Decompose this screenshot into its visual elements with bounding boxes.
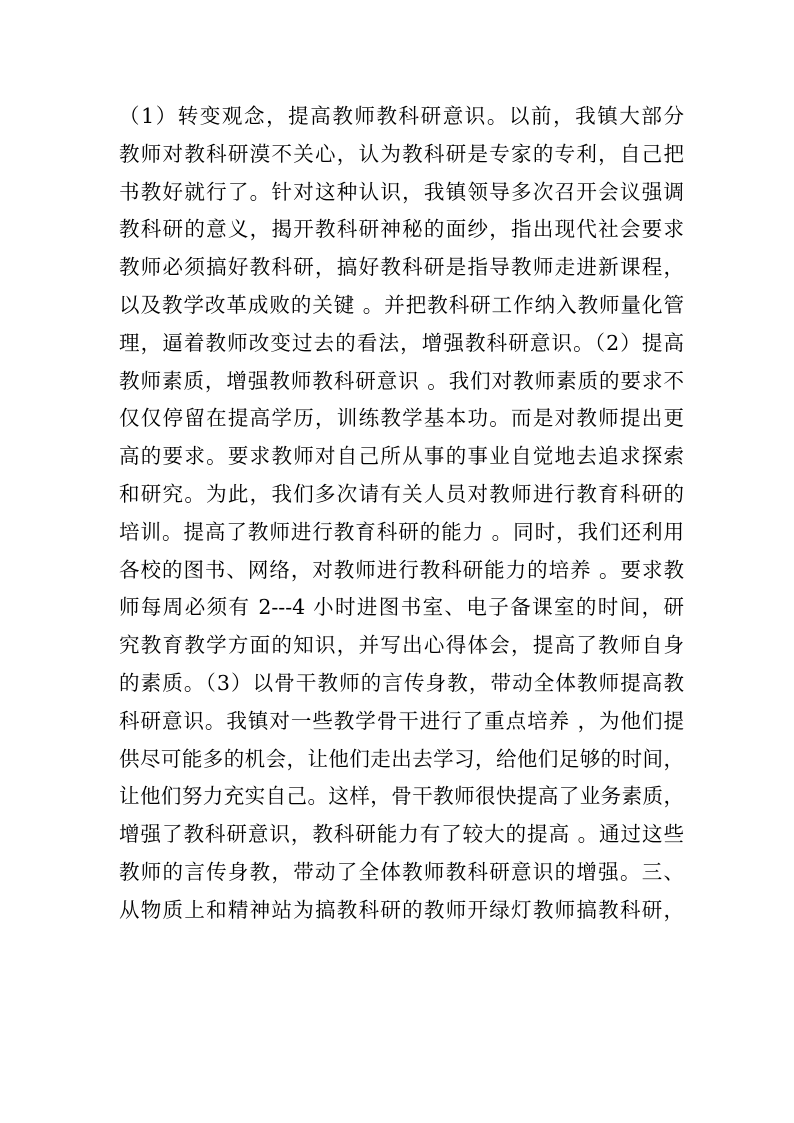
text-line: 各校的图书、网络，对教师进行教科研能力的培养 。要求教 <box>119 557 684 582</box>
text-line: （1）转变观念，提高教师教科研意识。以前，我镇大部分 <box>119 104 684 128</box>
text-line: 理，逼着教师改变过去的看法，增强教科研意识。（2）提高 <box>119 330 684 355</box>
text-line: 的素质。（3）以骨干教师的言传身教，带动全体教师提高教 <box>119 670 684 695</box>
text-line: 教师的言传身教，带动了全体教师教科研意识的增强。三、 <box>119 859 684 884</box>
text-line: 增强了教科研意识，教科研能力有了较大的提高 。通过这些 <box>119 822 684 847</box>
text-line: 教师对教科研漠不关心，认为教科研是专家的专利，自己把 <box>119 141 684 166</box>
body-paragraph <box>119 98 684 930</box>
text-line: 究教育教学方面的知识，并写出心得体会，提高了教师自身 <box>119 633 684 658</box>
text-line: 让他们努力充实自己。这样，骨干教师很快提高了业务素质， <box>119 784 684 809</box>
text-line: 供尽可能多的机会，让他们走出去学习，给他们足够的时间， <box>119 746 684 771</box>
text-line: 师每周必须有 2---4 小时进图书室、电子备课室的时间，研 <box>119 595 684 620</box>
text-line: 和研究。为此，我们多次请有关人员对教师进行教育科研的 <box>119 481 684 506</box>
text-line: 教师必须搞好教科研，搞好教科研是指导教师走进新课程， <box>119 255 684 280</box>
text-line: 教师素质，增强教师教科研意识 。我们对教师素质的要求不 <box>119 368 684 393</box>
text-line: 仅仅停留在提高学历，训练教学基本功。而是对教师提出更 <box>119 406 684 431</box>
text-line: 书教好就行了。针对这种认识，我镇领导多次召开会议强调 <box>119 179 684 204</box>
text-line: 科研意识。我镇对一些教学骨干进行了重点培养 ，为他们提 <box>119 708 684 733</box>
text-line: 培训。提高了教师进行教育科研的能力 。同时，我们还利用 <box>119 519 684 544</box>
text-line: 高的要求。要求教师对自己所从事的事业自觉地去追求探索 <box>119 444 684 469</box>
text-line: 以及教学改革成败的关键 。并把教科研工作纳入教师量化管 <box>119 292 684 317</box>
text-line: 从物质上和精神站为搞教科研的教师开绿灯教师搞教科研， <box>119 897 684 922</box>
text-line: 教科研的意义，揭开教科研神秘的面纱，指出现代社会要求 <box>119 217 684 242</box>
